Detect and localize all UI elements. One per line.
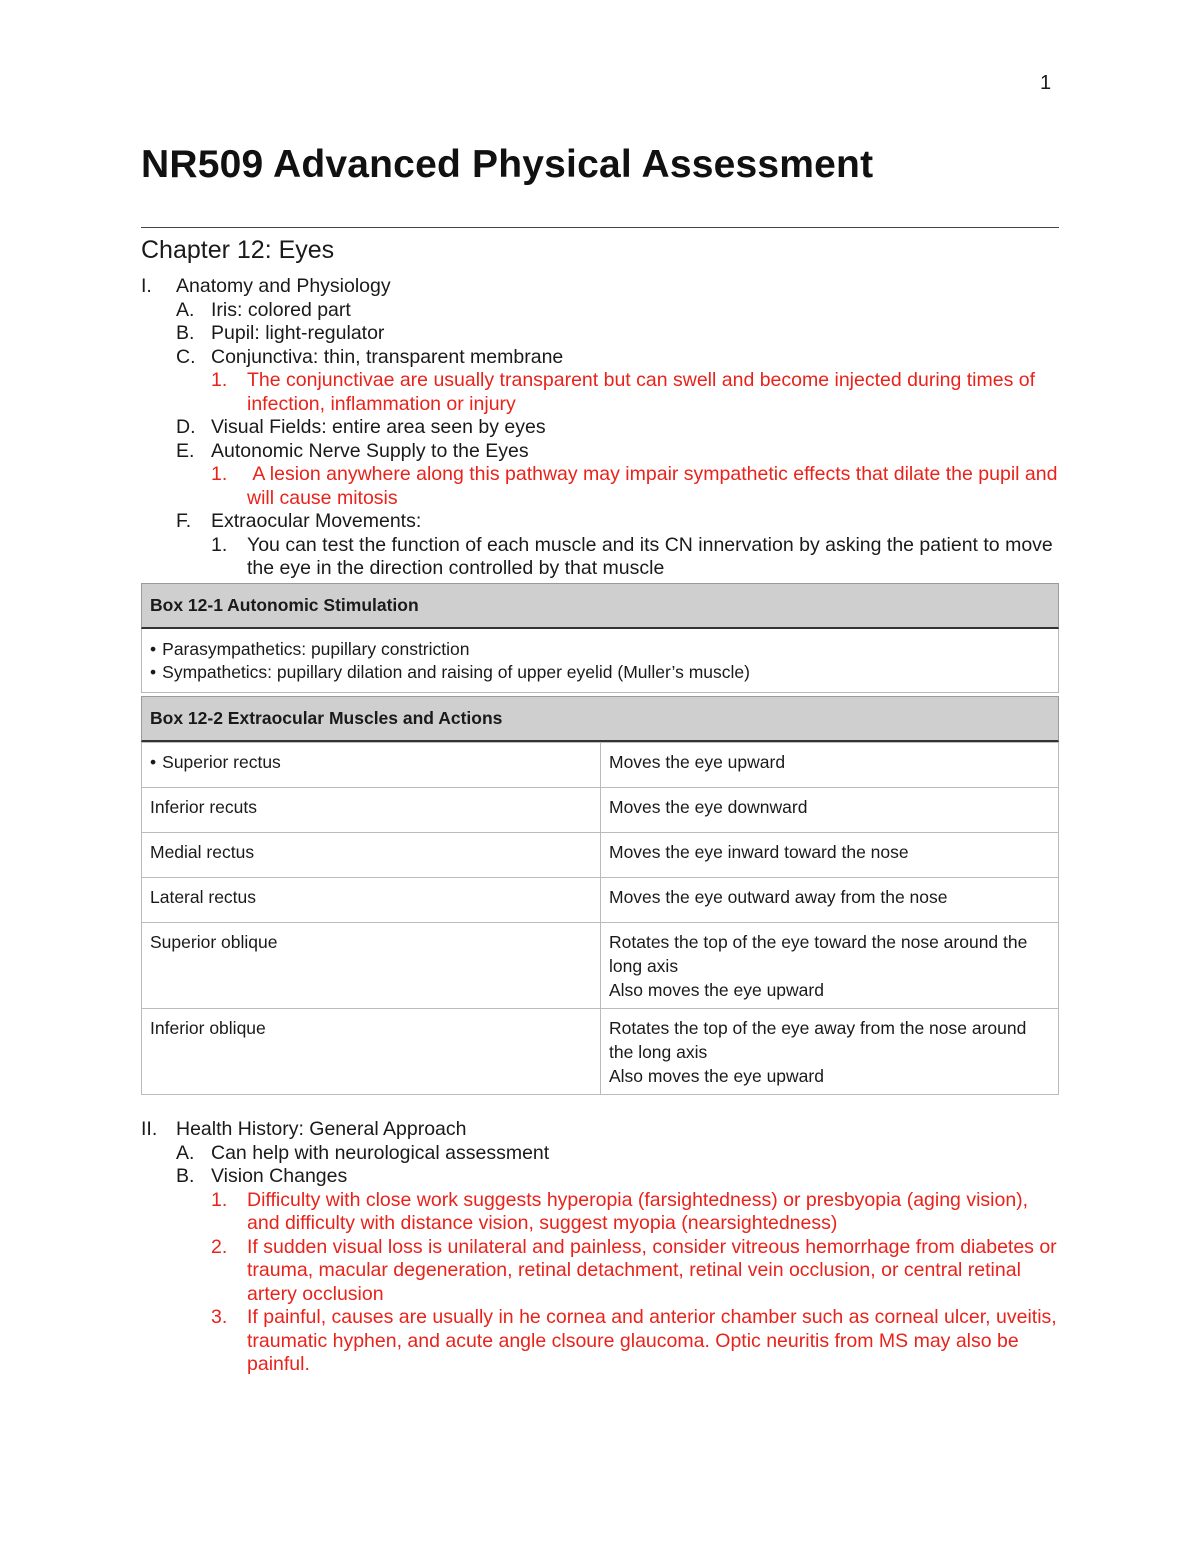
action-text: Also moves the eye upward — [609, 1066, 824, 1086]
note-item — [141, 1236, 1059, 1307]
box-12-2-title: Box 12-2 Extraocular Muscles and Actions — [141, 696, 1059, 742]
list-item-text: You can test the function of each muscle and its CN innervation by asking the patient to move the eye in the direction controlled by that muscle — [247, 533, 1053, 579]
list-marker: F. — [176, 510, 192, 532]
note-item — [141, 1306, 1059, 1377]
list-item-text: Visual Fields: entire area seen by eyes — [211, 416, 546, 438]
list-marker: 1. — [211, 1188, 228, 1211]
muscle-cell — [142, 1009, 601, 1095]
outline-section-1 — [141, 275, 1063, 581]
outline-section-2 — [141, 1118, 1059, 1377]
extraocular-muscles-table — [141, 742, 1059, 1095]
table-row — [142, 1009, 1059, 1095]
box-line-text: Parasympathetics: pupillary constriction — [162, 639, 470, 659]
list-item-text: Autonomic Nerve Supply to the Eyes — [211, 439, 529, 462]
list-item-text: Health History: General Approach — [176, 1118, 467, 1140]
page-number: 1 — [1040, 72, 1052, 94]
list-marker: 1. — [211, 533, 228, 556]
note-text: The conjunctivae are usually transparent but can swell and become injected during times of infection, inflammation or injury — [247, 369, 1036, 415]
list-marker: B. — [176, 322, 195, 344]
muscle-cell — [142, 788, 601, 833]
muscle-cell — [142, 878, 601, 923]
note-text: If sudden visual loss is unilateral and painless, consider vitreous hemorrhage from diabetes or trauma, macular degeneration, retinal detachment, retinal vein occlusion, or central retinal artery occlusion — [247, 1235, 1057, 1305]
muscle-name: Lateral rectus — [150, 887, 257, 907]
list-marker: A. — [176, 1141, 195, 1164]
list-item-text: Pupil: light-regulator — [211, 322, 385, 344]
section-heading — [141, 275, 1059, 299]
box-12-1-title: Box 12-1 Autonomic Stimulation — [141, 583, 1059, 629]
list-item — [141, 322, 1059, 346]
list-marker: C. — [176, 345, 196, 368]
action-cell — [601, 833, 1059, 878]
list-item-text: Can help with neurological assessment — [211, 1141, 550, 1164]
table-row — [142, 788, 1059, 833]
list-marker: 2. — [211, 1235, 228, 1258]
section-heading — [141, 1118, 1059, 1142]
list-item-text: Extraocular Movements: — [211, 510, 422, 532]
list-item — [141, 416, 1059, 440]
action-text: Moves the eye inward toward the nose — [609, 842, 909, 862]
action-text: Moves the eye downward — [609, 797, 808, 817]
box-bullet-line — [150, 638, 1050, 661]
list-item — [141, 346, 1059, 370]
action-text: Moves the eye outward away from the nose — [609, 887, 948, 907]
chapter-heading: Chapter 12: Eyes — [141, 236, 335, 264]
list-marker: 3. — [211, 1306, 228, 1328]
document-title: NR509 Advanced Physical Assessment — [141, 143, 874, 186]
table-row — [142, 878, 1059, 923]
table-row — [142, 923, 1059, 1009]
action-cell — [601, 788, 1059, 833]
note-text: If painful, causes are usually in he cornea and anterior chamber such as corneal ulcer, uveitis, traumatic hyphen, and acute angle clsoure glaucoma. Optic neuritis from MS may also be painful. — [247, 1306, 1057, 1375]
box-line-text: Sympathetics: pupillary dilation and raising of upper eyelid (Muller’s muscle) — [162, 662, 750, 682]
info-boxes — [141, 583, 1059, 1095]
list-item-text: Anatomy and Physiology — [176, 275, 391, 297]
list-marker: D. — [176, 416, 196, 438]
note-item — [141, 463, 1063, 510]
action-text: Rotates the top of the eye toward the nose around the long axis — [609, 932, 1028, 976]
muscle-name: Superior rectus — [162, 752, 281, 772]
muscle-cell — [142, 743, 601, 788]
list-marker: A. — [176, 298, 195, 321]
table-row — [142, 743, 1059, 788]
list-item-text: Iris: colored part — [211, 298, 351, 321]
list-item — [141, 299, 1059, 323]
bullet-icon: • — [150, 752, 157, 772]
muscle-name: Inferior oblique — [150, 1018, 266, 1038]
box-12-1-body — [141, 629, 1059, 693]
bullet-icon: • — [150, 662, 157, 682]
action-text: Moves the eye upward — [609, 752, 786, 772]
muscle-name: Superior oblique — [150, 932, 278, 952]
list-item — [141, 510, 1059, 534]
list-item — [141, 440, 1059, 464]
action-cell — [601, 923, 1059, 1009]
box-bullet-line — [150, 661, 1050, 684]
list-marker: I. — [141, 275, 152, 297]
muscle-cell — [142, 923, 601, 1009]
list-marker: 1. — [211, 463, 228, 485]
note-item — [141, 1189, 1059, 1236]
action-cell — [601, 743, 1059, 788]
note-text: A lesion anywhere along this pathway may impair sympathetic effects that dilate the pupil and will cause mitosis — [247, 463, 1063, 509]
action-cell — [601, 878, 1059, 923]
list-marker: B. — [176, 1165, 195, 1187]
title-divider — [141, 227, 1059, 228]
muscle-cell — [142, 833, 601, 878]
list-marker: II. — [141, 1118, 158, 1140]
list-marker: E. — [176, 439, 195, 462]
list-marker: 1. — [211, 369, 228, 391]
note-text: Difficulty with close work suggests hyperopia (farsightedness) or presbyopia (aging vision), and difficulty with distance vision, suggest myopia (nearsightedness) — [247, 1188, 1029, 1234]
bullet-icon: • — [150, 639, 157, 659]
list-item-text: Conjunctiva: thin, transparent membrane — [211, 345, 564, 368]
note-item — [141, 369, 1059, 416]
list-item — [141, 1165, 1059, 1189]
list-item — [141, 534, 1059, 581]
muscle-name: Medial rectus — [150, 842, 255, 862]
action-cell — [601, 1009, 1059, 1095]
muscle-name: Inferior recuts — [150, 797, 257, 817]
list-item — [141, 1142, 1059, 1166]
table-row — [142, 833, 1059, 878]
action-text: Rotates the top of the eye away from the nose around the long axis — [609, 1018, 1027, 1062]
list-item-text: Vision Changes — [211, 1165, 348, 1187]
action-text: Also moves the eye upward — [609, 980, 824, 1000]
